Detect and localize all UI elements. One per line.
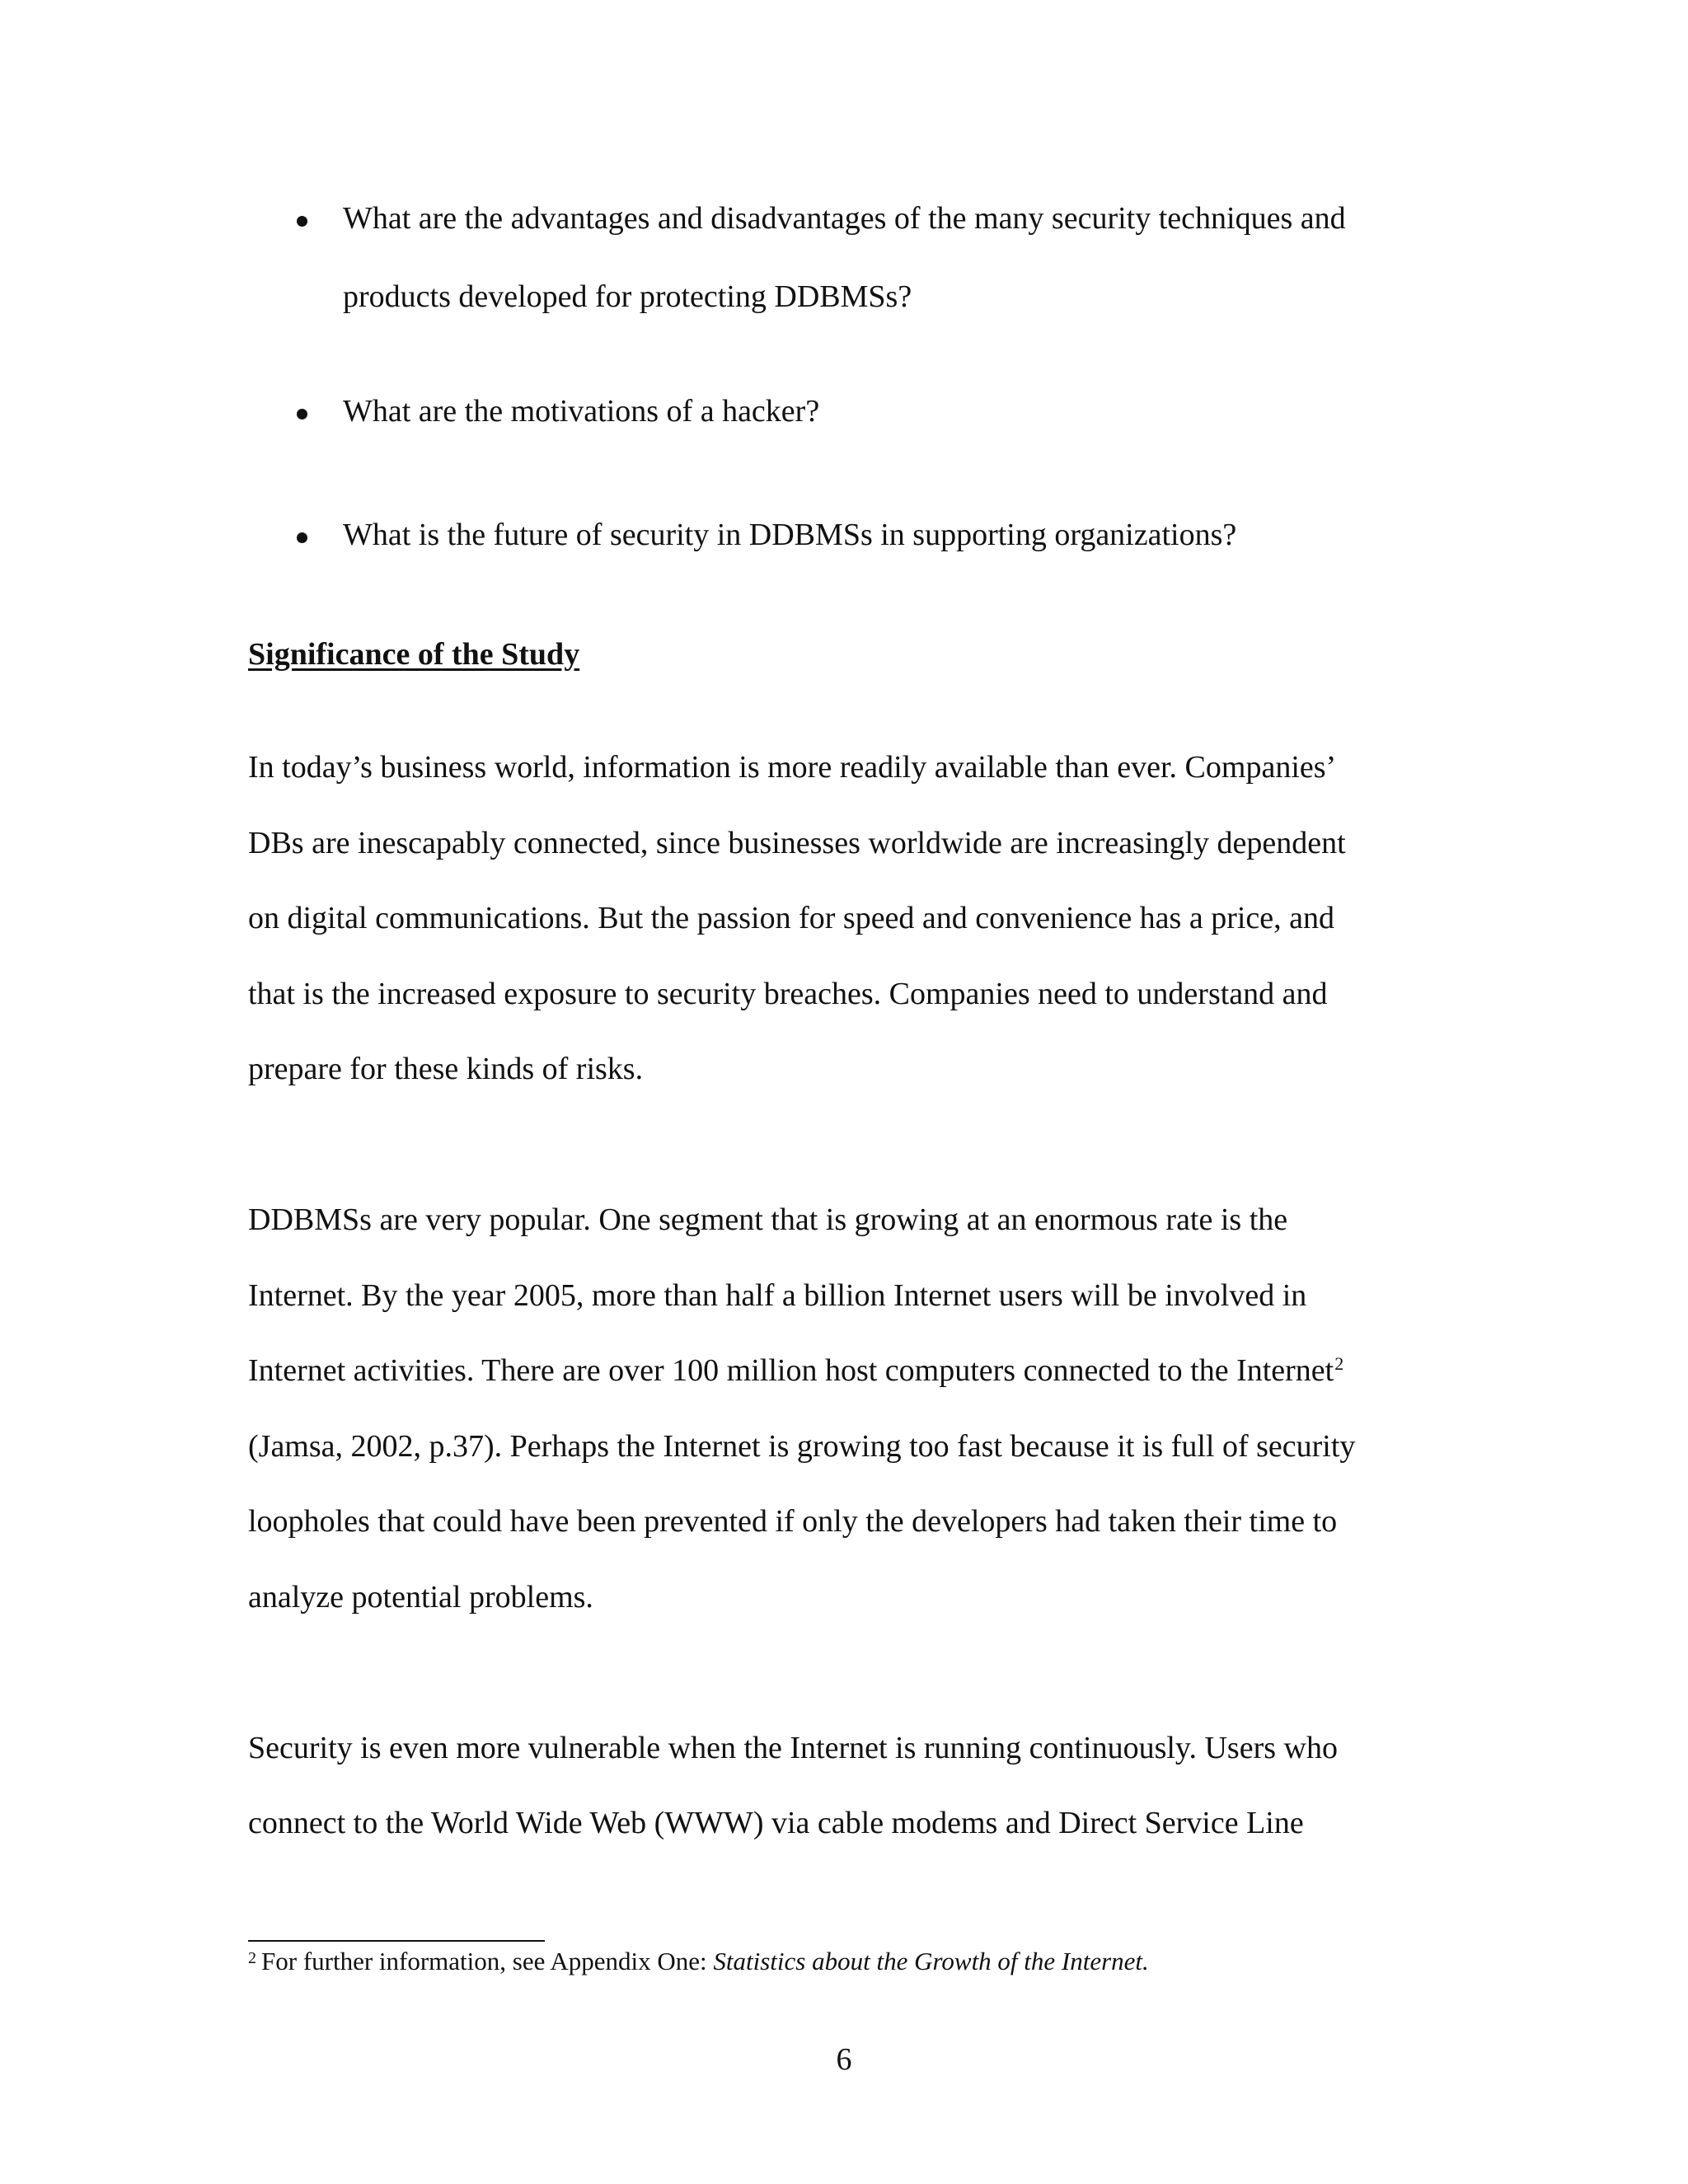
bullet-text-line: products developed for protecting DDBMSs? xyxy=(343,279,912,314)
paragraph-line: Internet. By the year 2005, more than half a billion Internet users will be involved in xyxy=(248,1278,1307,1313)
paragraph-line-with-footnote xyxy=(248,1352,1343,1390)
paragraph-line: DDBMSs are very popular. One segment that is growing at an enormous rate is the xyxy=(248,1202,1288,1237)
bullet-text-line: What are the advantages and disadvantages of the many security techniques and xyxy=(343,201,1346,236)
footnote xyxy=(248,1945,1149,1978)
paragraph-line: In today’s business world, information is more readily available than ever. Companies’ xyxy=(248,750,1337,785)
footnote-text: For further information, see Appendix One: xyxy=(261,1947,714,1975)
paragraph-line: that is the increased exposure to security breaches. Companies need to understand and xyxy=(248,977,1328,1011)
bullet-text-line: What are the motivations of a hacker? xyxy=(343,394,820,429)
footnote-separator xyxy=(248,1940,545,1942)
paragraph-line: connect to the World Wide Web (WWW) via cable modems and Direct Service Line xyxy=(248,1806,1304,1840)
paragraph-line: Internet activities. There are over 100 million host computers connected to the Internet xyxy=(248,1353,1334,1388)
paragraph-line: prepare for these kinds of risks. xyxy=(248,1052,644,1086)
bullet-dot-icon xyxy=(293,216,313,236)
paragraph-line: (Jamsa, 2002, p.37). Perhaps the Internet is growing too fast because it is full of security xyxy=(248,1429,1356,1464)
paragraph-line: on digital communications. But the passion for speed and convenience has a price, and xyxy=(248,901,1335,935)
paragraph-line: loopholes that could have been prevented if only the developers had taken their time to xyxy=(248,1504,1338,1539)
paragraph-line: Security is even more vulnerable when the Internet is running continuously. Users who xyxy=(248,1731,1338,1765)
footnote-number: 2 xyxy=(248,1949,256,1967)
section-heading: Significance of the Study xyxy=(248,637,580,672)
footnote-italic-text: Statistics about the Growth of the Internet. xyxy=(713,1947,1149,1975)
paragraph-line: DBs are inescapably connected, since businesses worldwide are increasingly dependent xyxy=(248,826,1346,860)
bullet-text-line: What is the future of security in DDBMSs in supporting organizations? xyxy=(343,518,1237,552)
page-number: 6 xyxy=(836,2042,852,2077)
bullet-dot-icon xyxy=(293,409,313,429)
bullet-dot-icon xyxy=(293,532,313,552)
footnote-reference: 2 xyxy=(1334,1353,1344,1374)
paragraph-line: analyze potential problems. xyxy=(248,1580,593,1615)
